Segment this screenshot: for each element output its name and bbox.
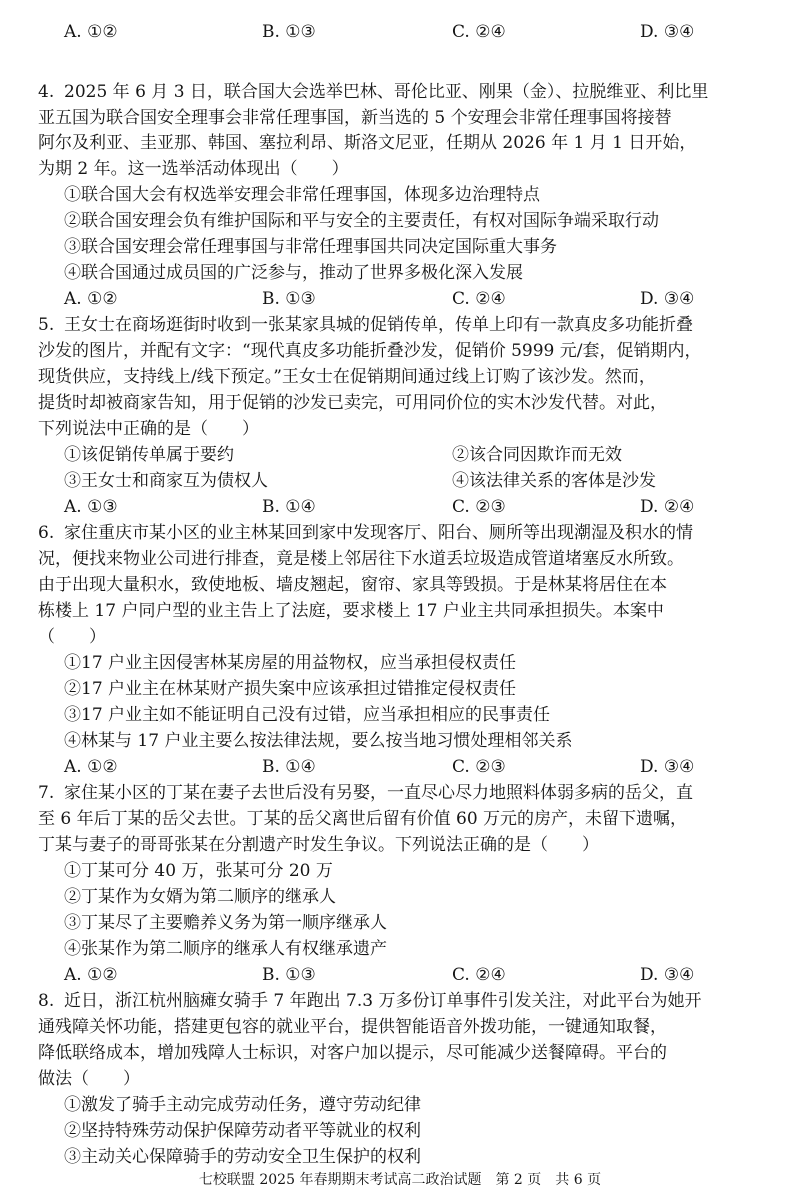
option-c: C. ②④: [452, 965, 506, 985]
page-footer: 七校联盟 2025 年春期期末考试高二政治试题 第 2 页 共 6 页: [198, 1172, 602, 1188]
question-stem-line: 王女士在商场逛街时收到一张某家具城的促销传单，传单上印有一款真皮多功能折叠: [64, 315, 693, 335]
question-stem-line: （ ）: [38, 627, 106, 647]
statement-item: ①激发了骑手主动完成劳动任务，遵守劳动纪律: [64, 1095, 421, 1115]
previous-question-options: [64, 20, 754, 44]
statement-item: ②坚持特殊劳动保护保障劳动者平等就业的权利: [64, 1121, 421, 1141]
question-stem-line: 现货供应，支持线上/线下预定。”王女士在促销期间通过线上订购了该沙发。然而，: [38, 367, 656, 387]
statement-item: ①17 户业主因侵害林某房屋的用益物权，应当承担侵权责任: [64, 653, 517, 673]
question-stem-line: 降低联络成本，增加残障人士标识，对客户加以提示，尽可能减少送餐障碍。平台的: [38, 1043, 667, 1063]
question-stem-line: 做法（ ）: [38, 1069, 140, 1089]
option-a: A. ①②: [64, 757, 118, 777]
option-c: C. ②④: [452, 22, 506, 42]
statement-item: ③联合国安理会常任理事国与非常任理事国共同决定国际重大事务: [64, 237, 557, 257]
option-a: A. ①③: [64, 497, 118, 517]
question-number: 5.: [38, 315, 55, 335]
question-stem-line: 通残障关怀功能，搭建更包容的就业平台，提供智能语音外拨功能，一键通知取餐，: [38, 1017, 667, 1037]
question-stem-line: 家住重庆市某小区的业主林某回到家中发现客厅、阳台、厕所等出现潮湿及积水的情: [64, 523, 693, 543]
statement-item: ②该合同因欺诈而无效: [452, 445, 622, 465]
question-stem-line: 至 6 年后丁某的岳父去世。丁某的岳父离世后留有价值 60 万元的房产，未留下遗嘱，: [38, 809, 688, 829]
option-d: D. ③④: [640, 757, 695, 777]
question-number: 6.: [38, 523, 55, 543]
statement-item: ③主动关心保障骑手的劳动安全卫生保护的权利: [64, 1147, 421, 1167]
question-number: 8.: [38, 991, 55, 1011]
statement-item: ①联合国大会有权选举安理会非常任理事国，体现多边治理特点: [64, 185, 540, 205]
question-stem-line: 提货时却被商家告知，用于促销的沙发已卖完，可用同价位的实木沙发代替。对此，: [38, 393, 667, 413]
statement-item: ④林某与 17 户业主要么按法律法规，要么按当地习惯处理相邻关系: [64, 731, 573, 751]
statement-item: ④联合国通过成员国的广泛参与，推动了世界多极化深入发展: [64, 263, 523, 283]
question-number: 7.: [38, 783, 55, 803]
option-b: B. ①③: [262, 289, 316, 309]
statement-item: ③17 户业主如不能证明自己没有过错，应当承担相应的民事责任: [64, 705, 551, 725]
option-d: D. ③④: [640, 965, 695, 985]
option-b: B. ①③: [262, 22, 316, 42]
statement-item: ③王女士和商家互为债权人: [64, 471, 268, 491]
option-d: D. ③④: [640, 22, 695, 42]
question-stem-line: 阿尔及利亚、圭亚那、韩国、塞拉利昂、斯洛文尼亚，任期从 2026 年 1 月 1 日开始，: [38, 133, 697, 153]
option-b: B. ①③: [262, 965, 316, 985]
option-a: A. ①②: [64, 965, 118, 985]
option-b: B. ①④: [262, 497, 316, 517]
option-a: A. ①②: [64, 289, 118, 309]
question-stem-line: 沙发的图片，并配有文字：“现代真皮多功能折叠沙发，促销价 5999 元/套，促销期内，: [38, 341, 702, 361]
statement-item: ②17 户业主在林某财产损失案中应该承担过错推定侵权责任: [64, 679, 517, 699]
question-stem-line: 近日，浙江杭州脑瘫女骑手 7 年跑出 7.3 万多份订单事件引发关注，对此平台为她开: [64, 991, 702, 1011]
statement-item: ④张某作为第二顺序的继承人有权继承遗产: [64, 939, 387, 959]
statement-row: [64, 443, 754, 467]
question-stem-line: 栋楼上 17 户同户型的业主告上了法庭，要求楼上 17 户业主共同承担损失。本案中: [38, 601, 664, 621]
answer-options: [64, 755, 754, 779]
option-c: C. ②④: [452, 289, 506, 309]
statement-item: ③丁某尽了主要赡养义务为第一顺序继承人: [64, 913, 387, 933]
option-a: A. ①②: [64, 22, 118, 42]
answer-options: [64, 963, 754, 987]
statement-row: [64, 469, 754, 493]
question-stem-line: 2025 年 6 月 3 日，联合国大会选举巴林、哥伦比亚、刚果（金）、拉脱维亚、利比里: [64, 82, 709, 102]
question-stem-line: 况，便找来物业公司进行排查，竟是楼上邻居往下水道丢垃圾造成管道堵塞反水所致。: [38, 549, 684, 569]
question-stem-line: 家住某小区的丁某在妻子去世后没有另娶，一直尽心尽力地照料体弱多病的岳父，直: [64, 783, 693, 803]
option-c: C. ②③: [452, 497, 506, 517]
answer-options: [64, 495, 754, 519]
question-number: 4.: [38, 82, 55, 102]
statement-item: ②联合国安理会负有维护国际和平与安全的主要责任，有权对国际争端采取行动: [64, 211, 659, 231]
question-stem-line: 由于出现大量积水，致使地板、墙皮翘起，窗帘、家具等毁损。于是林某将居住在本: [38, 575, 667, 595]
option-d: D. ③④: [640, 289, 695, 309]
option-d: D. ②④: [640, 497, 695, 517]
statement-item: ①该促销传单属于要约: [64, 445, 234, 465]
option-b: B. ①④: [262, 757, 316, 777]
option-c: C. ②③: [452, 757, 506, 777]
statement-item: ①丁某可分 40 万，张某可分 20 万: [64, 861, 333, 881]
question-stem-line: 亚五国为联合国安全理事会非常任理事国，新当选的 5 个安理会非常任理事国将接替: [38, 108, 672, 128]
statement-item: ②丁某作为女婿为第二顺序的继承人: [64, 887, 336, 907]
answer-options: [64, 287, 754, 311]
question-stem-line: 为期 2 年。这一选举活动体现出（ ）: [38, 159, 349, 179]
question-stem-line: 丁某与妻子的哥哥张某在分割遗产时发生争议。下列说法正确的是（ ）: [38, 835, 599, 855]
statement-item: ④该法律关系的客体是沙发: [452, 471, 656, 491]
question-stem-line: 下列说法中正确的是（ ）: [38, 419, 259, 439]
